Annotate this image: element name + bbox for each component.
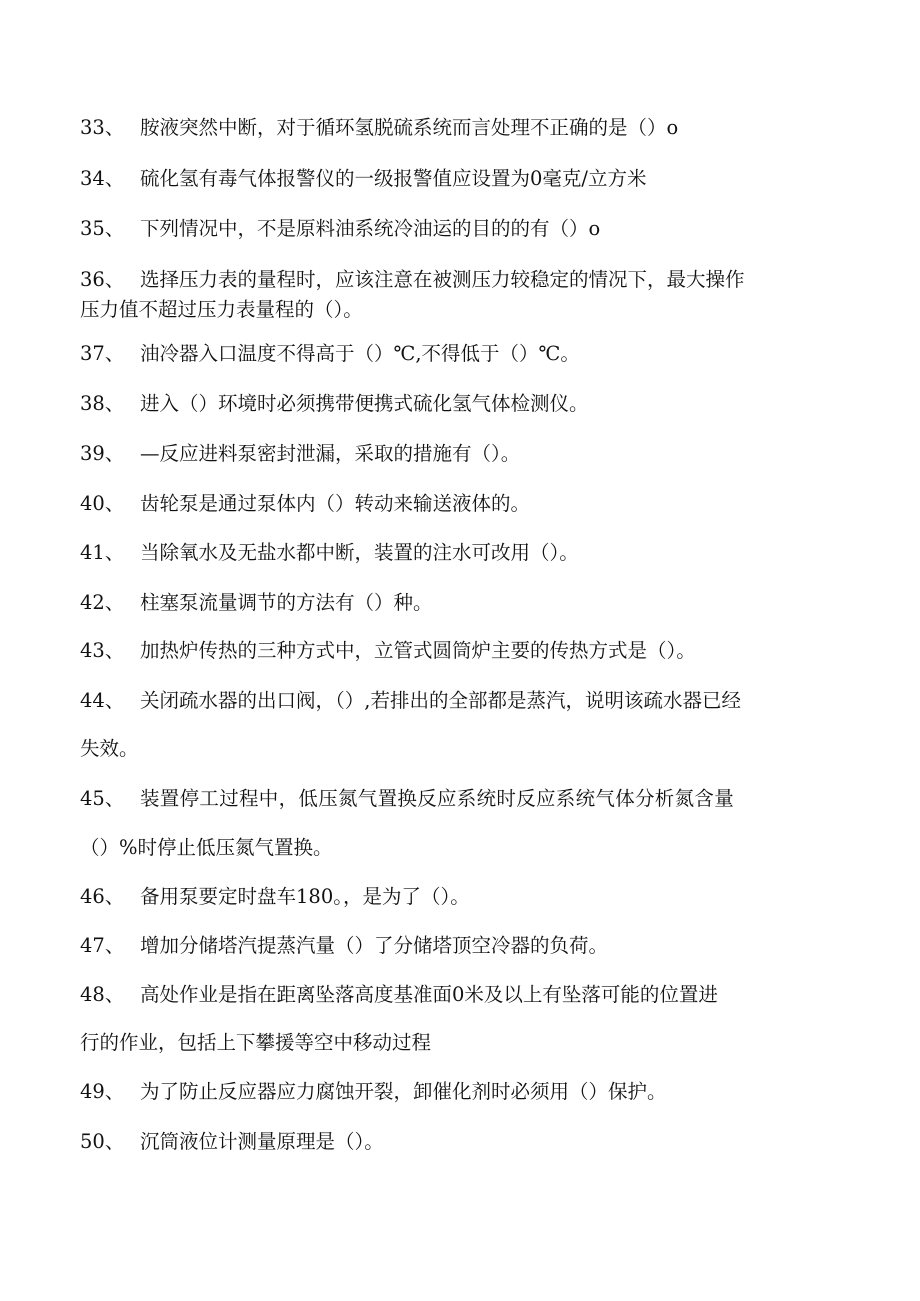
question-text: 增加分储塔汽提蒸汽量（）了分储塔顶空冷器的负荷。 — [140, 934, 609, 957]
question-number: 45、 — [80, 787, 125, 810]
question-text: 柱塞泵流量调节的方法有（）种。 — [140, 591, 433, 614]
question-38 — [80, 392, 589, 416]
question-number: 39、 — [80, 442, 125, 465]
question-41 — [80, 541, 579, 565]
question-number: 50、 — [80, 1130, 125, 1153]
question-47 — [80, 934, 608, 958]
question-44 — [80, 689, 741, 713]
question-number: 46、 — [80, 885, 125, 908]
question-46 — [80, 885, 470, 909]
question-number: 36、 — [80, 268, 125, 291]
question-36-continuation: 压力值不超过压力表量程的（）。 — [80, 298, 363, 321]
question-36 — [80, 268, 745, 292]
question-37 — [80, 342, 580, 366]
question-45 — [80, 787, 734, 811]
question-text: 加热炉传热的三种方式中，立管式圆筒炉主要的传热方式是（）。 — [140, 639, 696, 662]
question-50 — [80, 1130, 384, 1154]
question-text: —反应进料泵密封泄漏，采取的措施有（）。 — [140, 442, 521, 465]
question-43 — [80, 639, 696, 663]
question-number: 38、 — [80, 392, 125, 415]
question-39 — [80, 442, 520, 466]
question-text: 油冷器入口温度不得高于（）℃,不得低于（）℃。 — [140, 342, 580, 365]
question-text: 高处作业是指在距离坠落高度基准面0米及以上有坠落可能的位置进 — [140, 983, 718, 1006]
question-text: 下列情况中，不是原料油系统冷油运的目的的有（）o — [140, 217, 601, 240]
question-48 — [80, 983, 718, 1007]
question-number: 41、 — [80, 541, 125, 564]
question-text: 硫化氢有毒气体报警仪的一级报警值应设置为0毫克/立方米 — [140, 167, 647, 190]
question-number: 48、 — [80, 983, 125, 1006]
question-text: 装置停工过程中，低压氮气置换反应系统时反应系统气体分析氮含量 — [140, 787, 735, 810]
question-number: 44、 — [80, 689, 125, 712]
question-33 — [80, 116, 678, 140]
question-40 — [80, 492, 530, 516]
question-34 — [80, 167, 646, 191]
question-number: 37、 — [80, 342, 125, 365]
question-45-continuation: （）%时停止低压氮气置换。 — [80, 836, 333, 859]
question-number: 34、 — [80, 167, 125, 190]
question-number: 40、 — [80, 492, 125, 515]
question-text: 选择压力表的量程时，应该注意在被测压力较稳定的情况下，最大操作 — [140, 268, 745, 291]
question-number: 42、 — [80, 591, 125, 614]
question-text: 沉筒液位计测量原理是（）。 — [140, 1130, 384, 1153]
question-35 — [80, 217, 600, 241]
question-text: 进入（）环境时必须携带便携式硫化氢气体检测仪。 — [140, 392, 589, 415]
question-number: 35、 — [80, 217, 125, 240]
question-text: 胺液突然中断，对于循环氢脱硫系统而言处理不正确的是（）o — [140, 116, 679, 139]
question-number: 49、 — [80, 1080, 125, 1103]
question-44-continuation: 失效。 — [80, 737, 139, 760]
question-number: 43、 — [80, 639, 125, 662]
question-text: 齿轮泵是通过泵体内（）转动来输送液体的。 — [140, 492, 531, 515]
question-text: 为了防止反应器应力腐蚀开裂，卸催化剂时必须用（）保护。 — [140, 1080, 667, 1103]
question-text: 当除氧水及无盐水都中断，装置的注水可改用（）。 — [140, 541, 579, 564]
question-42 — [80, 591, 433, 615]
question-text: 关闭疏水器的出口阀，（）,若排出的全部都是蒸汽，说明该疏水器已经 — [140, 689, 741, 712]
question-number: 47、 — [80, 934, 125, 957]
question-49 — [80, 1080, 667, 1104]
question-text: 备用泵要定时盘车180。，是为了（）。 — [140, 885, 470, 908]
question-number: 33、 — [80, 116, 125, 139]
question-48-continuation: 行的作业，包括上下攀援等空中移动过程 — [80, 1031, 432, 1054]
